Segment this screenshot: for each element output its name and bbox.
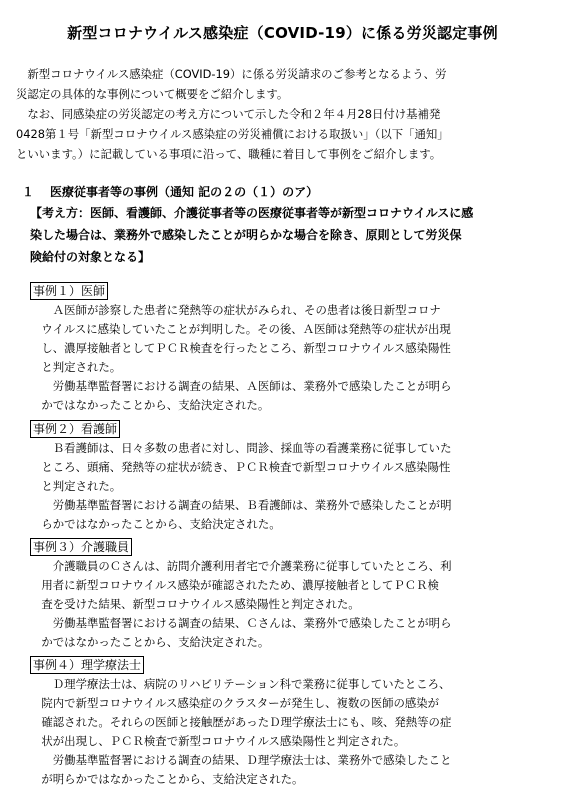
case-line: Ａ医師が診察した患者に発熱等の症状がみられ、その患者は後日新型コロナ xyxy=(30,303,441,317)
case-label: 事例２）看護師 xyxy=(30,420,120,438)
case-line: 労働基準監督署における調査の結果、Ａ医師は、業務外で感染したことが明ら xyxy=(30,379,452,393)
case-line: らかではなかったことから、支給決定された。 xyxy=(30,517,281,531)
case-line: 労働基準監督署における調査の結果、Ｂ看護師は、業務外で感染したことが明 xyxy=(30,498,452,512)
principle-line: 【考え方：医師、看護師、介護従事者等の医療従事者等が新型コロナウイルスに感 xyxy=(30,206,474,220)
case-1 xyxy=(30,280,550,415)
case-line: し、濃厚接触者としてＰＣＲ検査を行ったところ、新型コロナウイルス感染陽性 xyxy=(30,341,451,355)
intro-p2-line: 0428第１号「新型コロナウイルス感染症の労災補償における取扱い」（以下「通知」 xyxy=(16,127,449,141)
intro-paragraph-2 xyxy=(16,104,552,164)
principle-box xyxy=(30,202,550,268)
case-line: 院内で新型コロナウイルス感染症のクラスターが発生し、複数の医師の感染が xyxy=(30,696,440,710)
case-line: 労働基準監督署における調査の結果、Ｃさんは、業務外で感染したことが明ら xyxy=(30,616,452,630)
intro-p1-line: 災認定の具体的な事例について概要をご紹介します。 xyxy=(16,87,289,101)
case-line: かではなかったことから、支給決定された。 xyxy=(30,398,270,412)
intro-p1-line: 新型コロナウイルス感染症（COVID-19）に係る労災請求のご参考となるよう、労 xyxy=(16,67,447,81)
case-line: Ｄ理学療法士は、病院のリハビリテーション科で業務に従事していたところ、 xyxy=(30,677,451,691)
case-label: 事例４）理学療法士 xyxy=(30,656,144,674)
case-line: が明らかではなかったことから、支給決定された。 xyxy=(30,772,304,786)
case-line: と判定された。 xyxy=(30,479,122,493)
case-line: ウイルスに感染していたことが判明した。その後、Ａ医師は発熱等の症状が出現 xyxy=(30,322,451,336)
case-body xyxy=(30,557,550,652)
section-heading-text: 医療従事者等の事例（通知 記の２の（１）のア） xyxy=(50,185,319,199)
section-heading xyxy=(22,183,318,200)
case-line: 査を受けた結果、新型コロナウイルス感染陽性と判定された。 xyxy=(30,597,360,611)
intro-p2-line: なお、同感染症の労災認定の考え方について示した令和２年４月28日付け基補発 xyxy=(16,107,441,121)
case-2 xyxy=(30,418,550,534)
case-line: かではなかったことから、支給決定された。 xyxy=(30,635,270,649)
case-label: 事例３）介護職員 xyxy=(30,538,132,556)
case-body xyxy=(30,301,550,415)
case-line: 状が出現し、ＰＣＲ検査で新型コロナウイルス感染陽性と判定された。 xyxy=(30,734,406,748)
case-body xyxy=(30,439,550,534)
principle-line: 険給付の対象となる】 xyxy=(30,250,151,264)
case-3 xyxy=(30,536,550,652)
principle-line: 染した場合は、業務外で感染したことが明らかな場合を除き、原則として労災保 xyxy=(30,228,462,242)
case-4 xyxy=(30,654,550,789)
document-title: 新型コロナウイルス感染症（COVID-19）に係る労災認定事例 xyxy=(67,24,498,42)
section-number: １ xyxy=(22,185,35,199)
case-line: 労働基準監督署における調査の結果、Ｄ理学療法士は、業務外で感染したこと xyxy=(30,753,452,767)
case-body xyxy=(30,675,550,789)
case-label: 事例１）医師 xyxy=(30,282,108,300)
case-line: 介護職員のＣさんは、訪問介護利用者宅で介護業務に従事していたところ、利 xyxy=(30,559,452,573)
case-line: と判定された。 xyxy=(30,360,122,374)
case-line: 確認された。それらの医師と接触歴があったＤ理学療法士にも、咳、発熱等の症 xyxy=(30,715,452,729)
case-line: ところ、頭痛、発熱等の症状が続き、ＰＣＲ検査で新型コロナウイルス感染陽性 xyxy=(30,460,451,474)
case-line: 用者に新型コロナウイルス感染が確認されたため、濃厚接触者としてＰＣＲ検 xyxy=(30,578,439,592)
case-line: Ｂ看護師は、日々多数の患者に対し、問診、採血等の看護業務に従事していた xyxy=(30,441,452,455)
intro-p2-line: といいます。）に記載している事項に沿って、職種に着目して事例をご紹介します。 xyxy=(16,147,442,161)
intro-paragraph-1 xyxy=(16,64,552,104)
